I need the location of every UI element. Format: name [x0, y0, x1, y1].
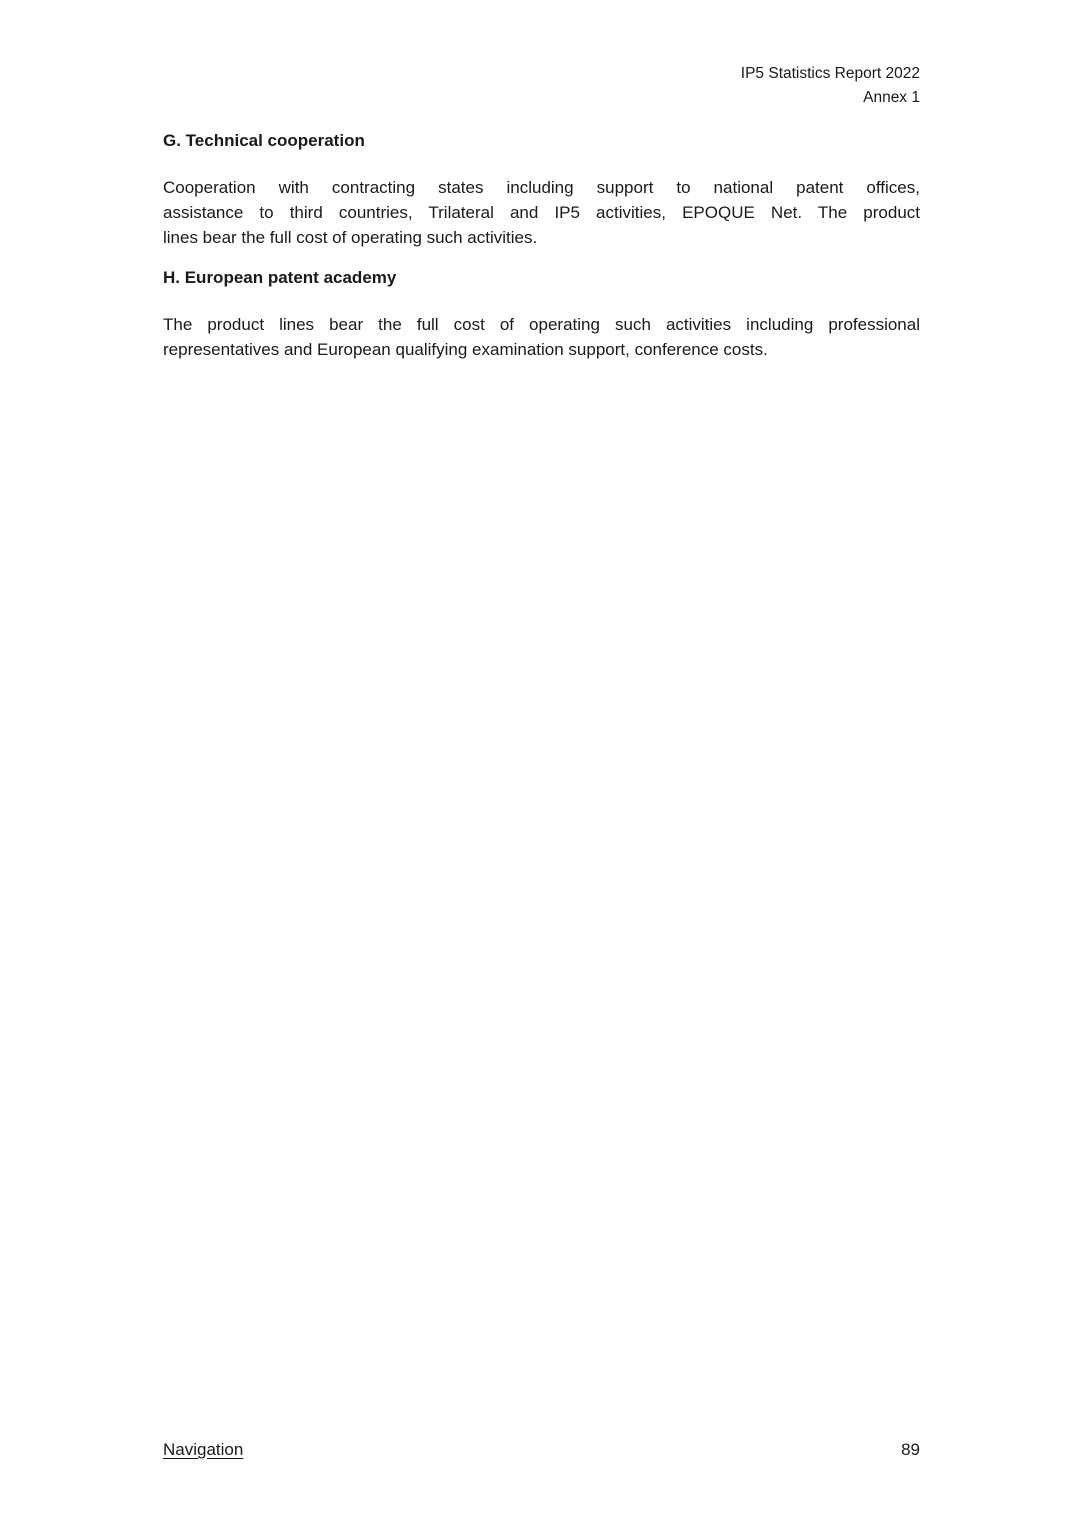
navigation-link[interactable]: Navigation	[163, 1440, 244, 1459]
paragraph-line: lines bear the full cost of operating such activities.	[163, 228, 538, 247]
paragraph-line: Cooperation with contracting states including support to national patent offices,	[163, 178, 920, 197]
paragraph-line: representatives and European qualifying examination support, conference costs.	[163, 340, 768, 359]
section-heading-european-patent-academy: H. European patent academy	[163, 268, 397, 287]
paragraph-technical-cooperation	[163, 175, 920, 250]
paragraph-line: The product lines bear the full cost of operating such activities including professional	[163, 315, 920, 334]
paragraph-european-patent-academy	[163, 312, 920, 362]
page-header	[741, 62, 920, 109]
paragraph-line: assistance to third countries, Trilateral and IP5 activities, EPOQUE Net. The product	[163, 203, 920, 222]
report-title: IP5 Statistics Report 2022	[740, 65, 920, 82]
page-number: 89	[901, 1440, 920, 1459]
section-heading-technical-cooperation: G. Technical cooperation	[163, 131, 365, 150]
page-footer	[163, 1437, 920, 1462]
annex-label: Annex 1	[863, 88, 920, 106]
